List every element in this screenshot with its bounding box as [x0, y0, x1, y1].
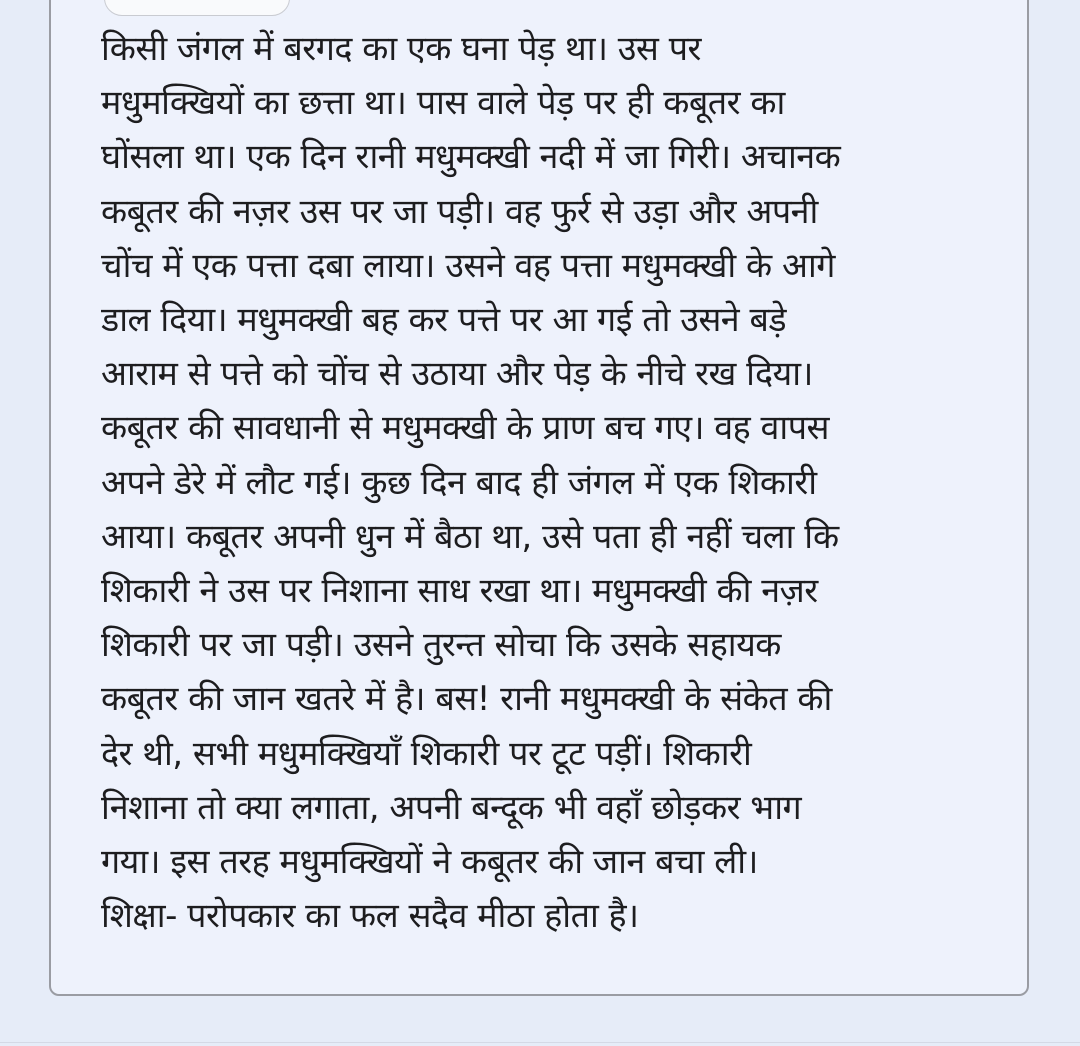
story-line: शिकारी ने उस पर निशाना साध रखा था। मधुमक्खी की नज़र [101, 571, 818, 612]
story-line: कबूतर की सावधानी से मधुमक्खी के प्राण बच गए। वह वापस [101, 408, 830, 449]
story-line: घोंसला था। एक दिन रानी मधुमक्खी नदी में जा गिरी। अचानक [101, 137, 841, 178]
story-line: डाल दिया। मधुमक्खी बह कर पत्ते पर आ गई तो उसने बड़े [101, 300, 787, 341]
story-line: कबूतर की नज़र उस पर जा पड़ी। वह फुर्र से उड़ा और अपनी [101, 191, 818, 232]
story-line: कबूतर की जान खतरे में है। बस! रानी मधुमक्खी के संकेत की [101, 679, 832, 720]
story-line: देर थी, सभी मधुमक्खियाँ शिकारी पर टूट पड़ीं। शिकारी [101, 733, 752, 774]
divider [0, 1042, 1080, 1043]
story-line: गया। इस तरह मधुमक्खियों ने कबूतर की जान बचा ली। [101, 842, 758, 883]
quoted-tab[interactable] [104, 0, 290, 16]
story-line: शिकारी पर जा पड़ी। उसने तुरन्त सोचा कि उसके सहायक [101, 625, 781, 666]
moral-line: शिक्षा- परोपकार का फल सदैव मीठा होता है। [101, 896, 639, 937]
story-line: निशाना तो क्या लगाता, अपनी बन्दूक भी वहाँ छोड़कर भाग [101, 787, 802, 828]
story-text [101, 22, 1006, 943]
story-line: अपने डेरे में लौट गई। कुछ दिन बाद ही जंगल में एक शिकारी [101, 462, 817, 503]
story-line: चोंच में एक पत्ता दबा लाया। उसने वह पत्ता मधुमक्खी के आगे [101, 245, 835, 286]
story-line: किसी जंगल में बरगद का एक घना पेड़ था। उस पर [101, 29, 701, 69]
story-line: मधुमक्खियों का छत्ता था। पास वाले पेड़ पर ही कबूतर का [101, 83, 785, 124]
story-line: आया। कबूतर अपनी धुन में बैठा था, उसे पता ही नहीं चला कि [101, 516, 839, 557]
story-line: आराम से पत्ते को चोंच से उठाया और पेड़ के नीचे रख दिया। [101, 354, 813, 395]
